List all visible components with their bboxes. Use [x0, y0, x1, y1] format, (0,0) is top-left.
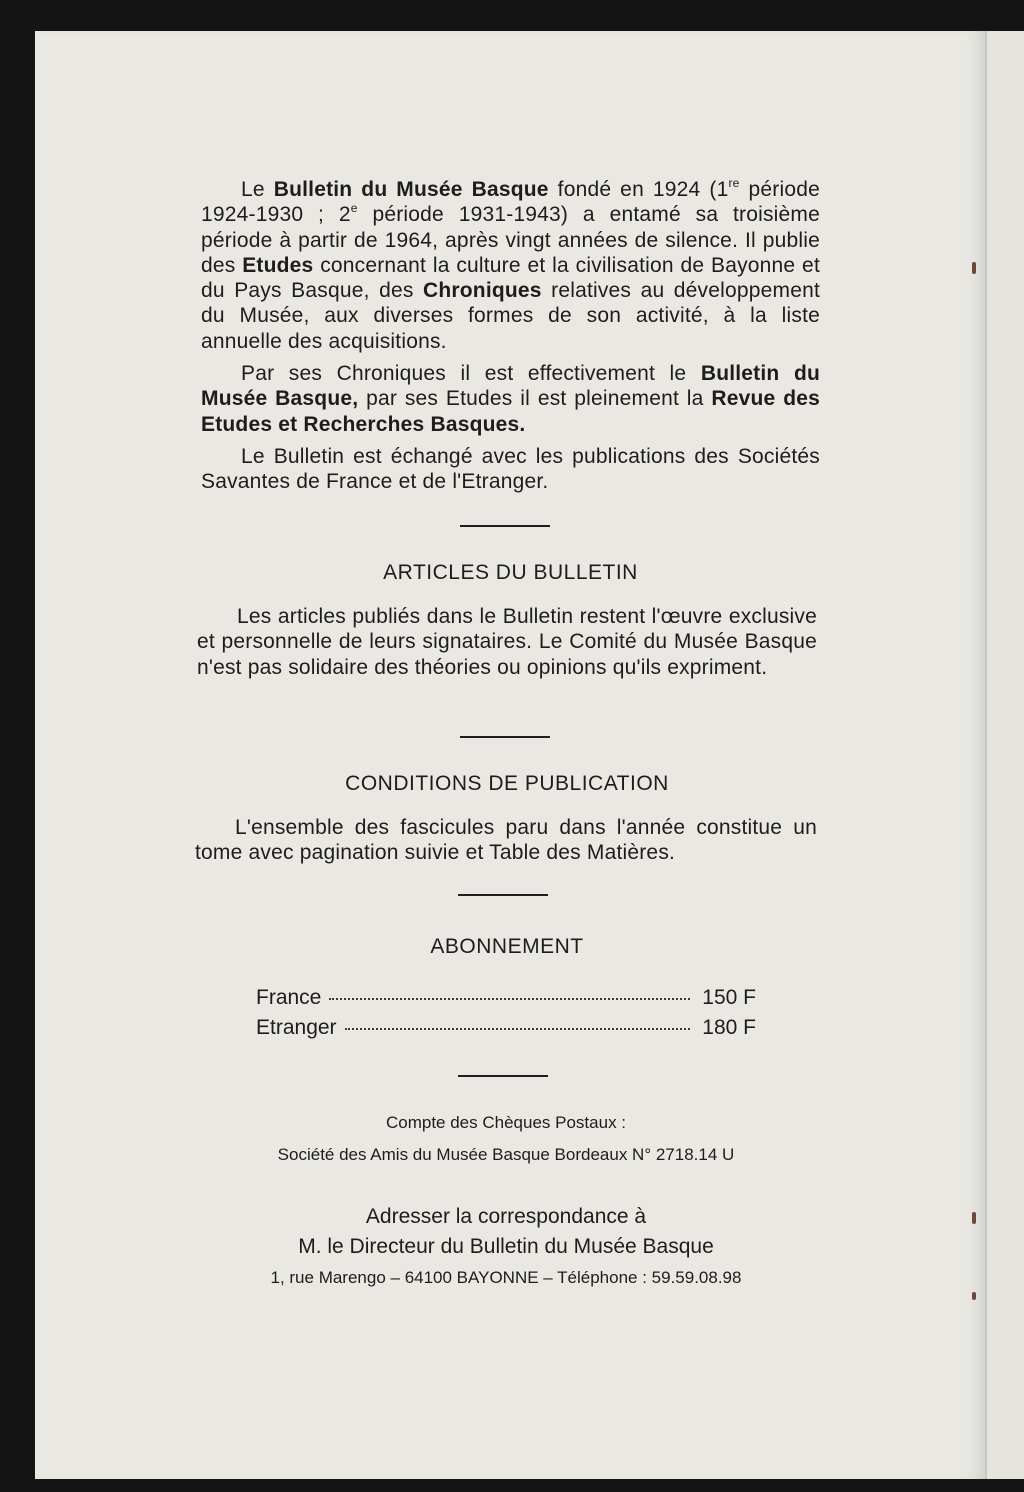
conditions-paragraph: L'ensemble des fascicules paru dans l'année constitue un tome avec pagination suivie et Table des Matières. — [195, 816, 817, 865]
text-fragment: période 1924-1930 ; 2 — [201, 178, 820, 227]
superscript: e — [350, 201, 358, 216]
text-fragment: relatives au développement du Musée, aux diverses formes de son activité, à la liste annuelle des acquisitions. — [201, 279, 821, 353]
price-row-france — [256, 986, 756, 1010]
section-divider — [460, 736, 550, 738]
facing-page-edge — [985, 31, 1024, 1479]
correspondance-recipient: M. le Directeur du Bulletin du Musée Basque — [298, 1235, 714, 1258]
articles-heading: ARTICLES DU BULLETIN — [383, 561, 638, 584]
dot-leader — [345, 1028, 691, 1030]
bulletin-title: Bulletin du Musée Basque — [273, 178, 549, 201]
binding-mark — [972, 1212, 976, 1224]
price-value: 150 F — [702, 986, 756, 1009]
conditions-heading: CONDITIONS DE PUBLICATION — [345, 772, 669, 795]
intro-paragraph-2 — [201, 361, 820, 437]
text-fragment: par ses Etudes il est pleinement la — [366, 387, 704, 411]
price-value: 180 F — [702, 1016, 756, 1039]
articles-paragraph: Les articles publiés dans le Bulletin restent l'œuvre exclusive et personnelle de leurs signataires. Le Comité du Musée Basque n'est pas solidaire des théories ou opinions qu'ils expriment. — [197, 605, 817, 679]
text-fragment: concernant la culture et la civilisation de Bayonne et du Pays Basque, des — [201, 253, 820, 303]
dot-leader — [329, 998, 690, 1000]
etudes-term: Etudes — [242, 253, 314, 277]
text-fragment: fondé en 1924 (1 — [557, 178, 729, 201]
text-fragment: Par ses Chroniques il est effectivement le — [241, 362, 687, 386]
text-fragment: période 1931-1943) a entamé sa troisième période à partir de 1964, après vingt années de silence. Il publie des — [201, 203, 820, 277]
price-label: Etranger — [256, 1016, 337, 1039]
section-divider — [460, 525, 550, 527]
superscript: re — [728, 176, 740, 190]
correspondance-address: 1, rue Marengo – 64100 BAYONNE – Téléphone : 59.59.08.98 — [270, 1268, 742, 1287]
abonnement-heading: ABONNEMENT — [430, 935, 584, 958]
section-divider — [458, 1075, 548, 1077]
intro-paragraph-1 — [201, 177, 820, 354]
bulletin-title: Bulletin du Musée Basque, — [201, 362, 821, 411]
binding-mark — [972, 1292, 976, 1300]
intro-paragraph-3: Le Bulletin est échangé avec les publications des Sociétés Savantes de France et de l'Etranger. — [201, 444, 820, 494]
chroniques-term: Chroniques — [423, 279, 542, 303]
text-fragment: Le — [241, 178, 265, 201]
correspondance-intro: Adresser la correspondance à — [365, 1205, 647, 1228]
revue-title: Revue des Etudes et Recherches Basques. — [201, 387, 820, 436]
cheques-account: Société des Amis du Musée Basque Bordeaux N° 2718.14 U — [277, 1145, 735, 1164]
cheques-label: Compte des Chèques Postaux : — [385, 1113, 627, 1132]
price-row-etranger — [256, 1016, 756, 1040]
intro-block — [201, 177, 820, 495]
binding-mark — [972, 262, 976, 274]
price-label: France — [256, 986, 322, 1009]
section-divider — [458, 894, 548, 896]
